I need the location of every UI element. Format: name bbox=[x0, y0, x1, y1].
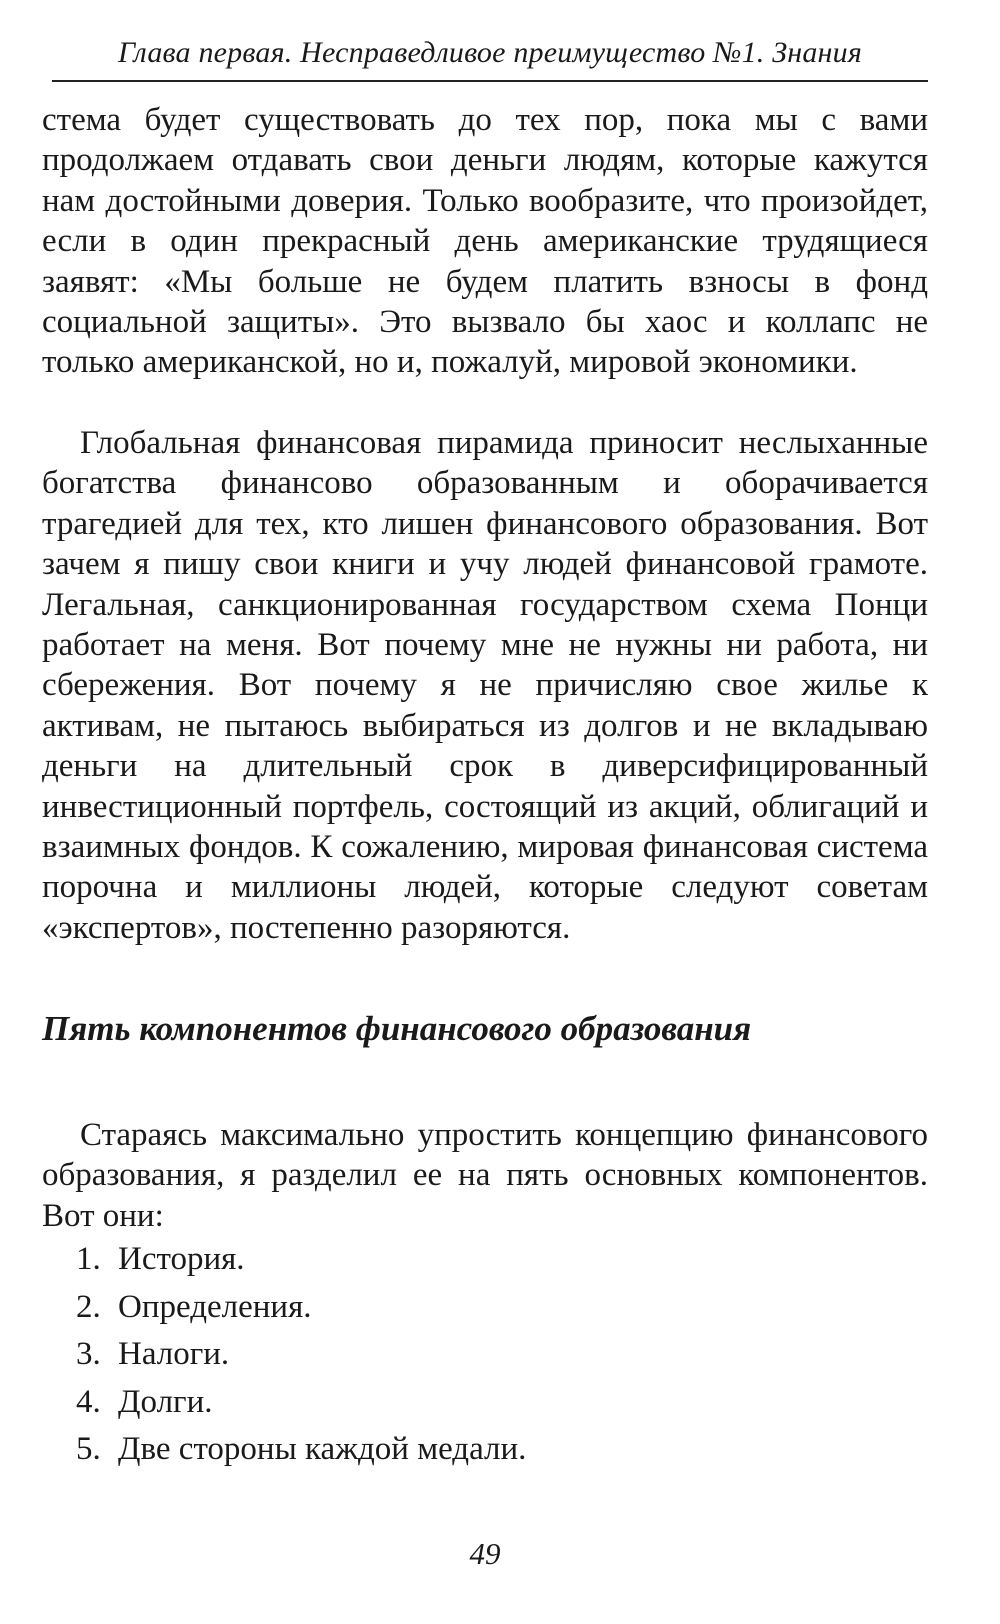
list-item bbox=[76, 1284, 526, 1332]
page-number: 49 bbox=[469, 1536, 501, 1571]
list-item bbox=[76, 1236, 526, 1284]
list-item-number: 1. bbox=[76, 1241, 101, 1277]
list-item-text: Налоги. bbox=[118, 1336, 230, 1372]
running-head: Глава первая. Несправедливое преимущество №1. Знания bbox=[52, 30, 928, 82]
section-intro: Стараясь максимально упростить концепцию финансового образования, я разделил ее на пять основных компонентов. Вот они: bbox=[42, 1117, 928, 1234]
list-item bbox=[76, 1426, 526, 1474]
list-item-number: 3. bbox=[76, 1336, 101, 1372]
list-item-number: 4. bbox=[76, 1383, 101, 1420]
list-item-number: 2. bbox=[76, 1288, 101, 1325]
list-item-text: Определения. bbox=[118, 1288, 312, 1325]
list-item-text: Долги. bbox=[118, 1383, 213, 1420]
list-item-text: Две стороны каждой медали. bbox=[118, 1431, 527, 1467]
list-item-text: История. bbox=[118, 1241, 245, 1277]
list-item-number: 5. bbox=[76, 1431, 101, 1467]
list-item bbox=[76, 1379, 526, 1427]
list-item bbox=[76, 1331, 526, 1379]
paragraph-1: стема будет существовать до тех пор, пока мы с вами продолжаем отдавать свои деньги людям, которые кажутся нам достойными доверия. Только вообразите, что произойдет, если в один прекрасный день американские трудящиеся заявят: «Мы больше не будем платить взносы в фонд социальной защиты». Это вызвало бы хаос и коллапс не только американской, но и, пожалуй, мировой экономики. bbox=[42, 102, 928, 381]
paragraph-2: Глобальная финансовая пирамида приносит неслыханные богатства финансово образованным и оборачивается трагедией для тех, кто лишен финансового образования. Вот зачем я пишу свои книги и учу людей финансовой грамоте. Легальная, санкционированная государством схема Понци работает на меня. Вот почему мне не нужны ни работа, ни сбережения. Вот почему я не причисляю свое жилье к активам, не пытаюсь выбираться из долгов и не вкладываю деньги на длительный срок в диверсифицированный инвестиционный портфель, состоящий из акций, облигаций и взаимных фондов. К сожалению, мировая финансовая система порочна и миллионы людей, которые следуют советам «экспертов», постепенно разоряются. bbox=[42, 425, 928, 946]
components-list bbox=[76, 1236, 526, 1474]
book-page bbox=[42, 0, 928, 1624]
section-heading: Пять компонентов финансового образования bbox=[42, 1009, 752, 1048]
